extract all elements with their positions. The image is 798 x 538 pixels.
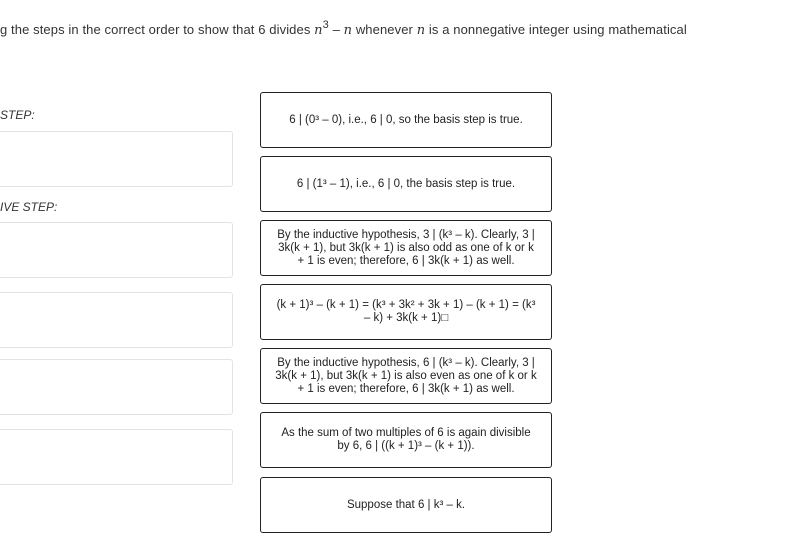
step-card-text: 6 | (1³ – 1), i.e., 6 | 0, the basis step is true. bbox=[296, 177, 516, 190]
draggable-step-card[interactable] bbox=[260, 220, 552, 276]
draggable-step-card[interactable] bbox=[260, 477, 552, 533]
step-card-text: By the inductive hypothesis, 6 | (k³ – k). Clearly, 3 | 3k(k + 1), but 3k(k + 1) is also even as one of k or k + 1 is even; therefore, 6 | 3k(k + 1) as well. bbox=[275, 356, 537, 395]
step-card-text: (k + 1)³ – (k + 1) = (k³ + 3k² + 3k + 1) – (k + 1) = (k³ – k) + 3k(k + 1)□ bbox=[276, 299, 536, 324]
basis-drop-zone[interactable] bbox=[0, 131, 233, 187]
inductive-step-label: IVE STEP: bbox=[0, 200, 58, 214]
inductive-drop-zone-2[interactable] bbox=[0, 292, 233, 348]
instruction-exponent: 3 bbox=[322, 19, 329, 31]
step-card-text: Suppose that 6 | k³ – k. bbox=[346, 498, 466, 511]
question-instruction bbox=[0, 19, 687, 38]
step-card-text: 6 | (0³ – 0), i.e., 6 | 0, so the basis step is true. bbox=[289, 113, 523, 126]
instruction-var-n3: n bbox=[416, 23, 426, 38]
inductive-drop-zone-1[interactable] bbox=[0, 222, 233, 278]
draggable-step-card[interactable] bbox=[260, 156, 552, 212]
instruction-suffix: is a nonnegative integer using mathematical bbox=[425, 22, 687, 37]
instruction-minus: – bbox=[328, 22, 344, 37]
instruction-var-n2: n bbox=[343, 23, 353, 38]
draggable-step-card[interactable] bbox=[260, 412, 552, 468]
step-card-text: As the sum of two multiples of 6 is again divisible by 6, 6 | ((k + 1)³ – (k + 1)). bbox=[281, 427, 531, 452]
basis-step-label: STEP: bbox=[0, 108, 35, 122]
instruction-prefix: g the steps in the correct order to show that 6 divides bbox=[0, 22, 315, 37]
instruction-middle: whenever bbox=[352, 22, 417, 37]
inductive-drop-zone-4[interactable] bbox=[0, 429, 233, 485]
step-card-text: By the inductive hypothesis, 3 | (k³ – k). Clearly, 3 | 3k(k + 1), but 3k(k + 1) is also odd as one of k or k + 1 is even; therefore, 6 | 3k(k + 1) as well. bbox=[277, 228, 535, 267]
draggable-step-card[interactable] bbox=[260, 284, 552, 340]
draggable-step-card[interactable] bbox=[260, 92, 552, 148]
draggable-step-card[interactable] bbox=[260, 348, 552, 404]
instruction-var-n: n bbox=[314, 23, 323, 38]
inductive-drop-zone-3[interactable] bbox=[0, 359, 233, 415]
